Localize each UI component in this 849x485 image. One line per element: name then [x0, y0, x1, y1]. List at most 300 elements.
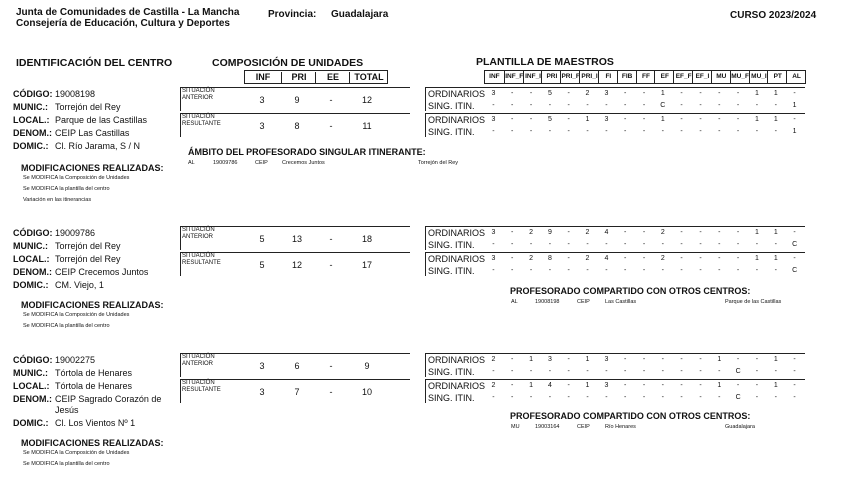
teacher-value: -: [755, 368, 759, 375]
teacher-value: -: [567, 128, 570, 135]
teacher-value: -: [718, 128, 721, 135]
unit-value-anterior: 3: [259, 95, 265, 105]
teacher-value: -: [624, 241, 627, 248]
teacher-value: -: [492, 102, 495, 109]
value-domic: CM. Viejo, 1: [55, 280, 104, 290]
value-denom: CEIP Las Castillas: [55, 128, 130, 138]
teacher-value: 1: [585, 382, 590, 389]
label-local: LOCAL.:: [13, 254, 50, 264]
teacher-col-header: AL: [786, 71, 806, 83]
teacher-value: -: [680, 241, 683, 248]
teacher-value: -: [755, 267, 759, 274]
unit-value-anterior: 12: [361, 95, 372, 105]
teacher-row-label: SING. ITIN.: [428, 240, 475, 250]
teacher-value: -: [793, 368, 796, 375]
unit-value-anterior: 6: [294, 361, 300, 371]
teacher-value: -: [624, 356, 627, 363]
provincia-value: Guadalajara: [331, 9, 389, 20]
modificaciones-title: MODIFICACIONES REALIZADAS:: [21, 300, 164, 310]
teacher-value: 1: [754, 90, 759, 97]
teacher-value: -: [548, 241, 552, 248]
unit-value-anterior: 3: [259, 361, 265, 371]
teacher-value: -: [755, 356, 759, 363]
value-denom-cont: Jesús: [55, 405, 79, 415]
value-munic: Tórtola de Henares: [55, 368, 133, 378]
teacher-value: -: [624, 229, 627, 236]
teacher-value: -: [511, 394, 514, 401]
bracket-line: [425, 353, 426, 377]
teacher-value: -: [605, 128, 608, 135]
value-domic: Cl. Los Vientos Nº 1: [55, 418, 136, 428]
situacion-anterior-label-2: ANTERIOR: [182, 234, 214, 240]
teacher-value: 2: [491, 382, 496, 389]
teacher-value: 3: [491, 229, 496, 236]
teacher-value: 3: [491, 255, 496, 262]
teacher-value: -: [586, 128, 589, 135]
unit-col-total: TOTAL: [349, 72, 388, 83]
value-munic: Torrejón del Rey: [55, 102, 121, 112]
teacher-value: -: [661, 267, 664, 274]
unit-value-anterior: -: [329, 234, 333, 244]
teacher-value: -: [567, 356, 570, 363]
unit-col-ee: EE: [315, 72, 350, 83]
bracket-line: [425, 226, 426, 250]
teacher-value: 9: [547, 229, 552, 236]
teacher-value: -: [736, 90, 740, 97]
teacher-value: -: [642, 267, 646, 274]
teacher-value: -: [642, 368, 646, 375]
teacher-value: -: [567, 102, 570, 109]
center-block: [0, 89, 849, 219]
compartido-title: PROFESORADO COMPARTIDO CON OTROS CENTROS:: [510, 411, 751, 421]
teacher-value: -: [511, 356, 514, 363]
teacher-value: -: [718, 90, 721, 97]
teacher-value: -: [642, 382, 646, 389]
teacher-value: 1: [773, 90, 778, 97]
title-identificacion: IDENTIFICACIÓN DEL CENTRO: [16, 57, 173, 69]
teacher-value: -: [548, 368, 552, 375]
label-codigo: CÓDIGO:: [13, 89, 53, 99]
situacion-anterior-label: SITUACIÓN: [182, 88, 215, 94]
teacher-value: -: [492, 394, 495, 401]
teacher-value: -: [736, 128, 740, 135]
modificacion-item: Se MODIFICA la Composición de Unidades: [23, 312, 130, 318]
teacher-value: -: [642, 90, 646, 97]
situacion-anterior-label: SITUACIÓN: [182, 354, 215, 360]
teacher-value: -: [624, 90, 627, 97]
teacher-value: 1: [754, 255, 759, 262]
teacher-value: -: [624, 382, 627, 389]
value-denom: CEIP Sagrado Corazón de: [55, 394, 162, 404]
teacher-value: -: [661, 128, 664, 135]
teacher-value: -: [567, 382, 570, 389]
teacher-value: C: [735, 394, 741, 401]
teacher-value: -: [736, 382, 740, 389]
label-domic: DOMIC.:: [13, 418, 49, 428]
unit-col-inf: INF: [255, 72, 271, 82]
unit-value-anterior: -: [329, 361, 333, 371]
teacher-value: 1: [585, 116, 590, 123]
modificacion-item: Se MODIFICA la Composición de Unidades: [23, 175, 130, 181]
situacion-anterior-label: SITUACIÓN: [182, 227, 215, 233]
teacher-value: 2: [529, 229, 534, 236]
teacher-col-header: EF: [654, 71, 674, 83]
teacher-value: -: [680, 102, 683, 109]
teacher-value: -: [511, 90, 514, 97]
bracket-line: [425, 252, 805, 253]
teacher-value: -: [755, 382, 759, 389]
label-munic: MUNIC.:: [13, 102, 48, 112]
teacher-value: -: [774, 102, 777, 109]
teacher-col-header: MU_I: [749, 71, 769, 83]
teacher-value: -: [699, 128, 702, 135]
teacher-value: 1: [529, 382, 534, 389]
teacher-value: -: [718, 229, 721, 236]
bracket-line: [180, 226, 181, 250]
modificacion-item: Variación en las itinerancias: [23, 197, 92, 203]
teacher-value: 1: [773, 356, 778, 363]
teacher-value: -: [736, 102, 740, 109]
teacher-value: -: [567, 116, 570, 123]
teacher-value: -: [755, 394, 759, 401]
bracket-line: [180, 353, 410, 354]
teacher-value: -: [642, 255, 646, 262]
teacher-row-label: ORDINARIOS: [428, 115, 486, 125]
teacher-value: -: [680, 394, 683, 401]
teacher-value: -: [492, 368, 495, 375]
teacher-value: 2: [585, 255, 590, 262]
teacher-value: -: [605, 241, 608, 248]
teacher-value: -: [567, 368, 570, 375]
value-munic: Torrejón del Rey: [55, 241, 121, 251]
teacher-value: -: [718, 255, 721, 262]
teacher-value: -: [605, 267, 608, 274]
teacher-value: -: [548, 128, 552, 135]
teacher-value: -: [774, 128, 777, 135]
label-denom: DENOM.:: [13, 394, 52, 404]
bracket-line: [180, 226, 410, 227]
label-denom: DENOM.:: [13, 267, 52, 277]
compartido-cell: MU: [511, 424, 520, 430]
teacher-value: 2: [585, 90, 590, 97]
teacher-value: 2: [660, 255, 665, 262]
teacher-value: -: [793, 356, 796, 363]
teacher-value: 3: [604, 382, 609, 389]
teacher-value: -: [567, 241, 570, 248]
curso-label: CURSO 2023/2024: [730, 10, 817, 21]
situacion-resultante-label: SITUACIÓN: [182, 253, 215, 259]
unit-value-anterior: 5: [259, 234, 265, 244]
bracket-line: [180, 252, 181, 276]
label-codigo: CÓDIGO:: [13, 355, 53, 365]
teacher-value: -: [699, 356, 702, 363]
compartido-cell: Las Castillas: [605, 299, 637, 305]
teacher-value: -: [736, 116, 740, 123]
teacher-value: -: [755, 241, 759, 248]
value-local: Parque de las Castillas: [55, 115, 148, 125]
teacher-value: -: [624, 116, 627, 123]
teacher-value: -: [642, 128, 646, 135]
value-codigo: 19009786: [55, 228, 96, 238]
teacher-value: 4: [547, 382, 552, 389]
teacher-row-label: ORDINARIOS: [428, 228, 486, 238]
teacher-value: -: [736, 255, 740, 262]
teacher-value: -: [586, 241, 589, 248]
teacher-value: -: [793, 90, 796, 97]
teacher-col-header: PRI_I: [579, 71, 599, 83]
teacher-value: -: [661, 382, 664, 389]
unit-value-resultante: 5: [259, 260, 265, 270]
teacher-col-header: FF: [636, 71, 656, 83]
teacher-col-header: INF_F: [504, 71, 524, 83]
teacher-value: -: [529, 368, 533, 375]
label-munic: MUNIC.:: [13, 241, 48, 251]
teacher-col-header: INF: [489, 73, 500, 80]
teacher-value: -: [755, 102, 759, 109]
teacher-value: -: [492, 241, 495, 248]
modificacion-item: Se MODIFICA la Composición de Unidades: [23, 450, 130, 456]
teacher-value: 1: [773, 229, 778, 236]
teacher-value: -: [718, 394, 721, 401]
bracket-line: [425, 379, 426, 403]
teacher-value: 3: [604, 356, 609, 363]
ambito-cell: Crecemos Juntos: [282, 160, 325, 166]
teacher-value: -: [624, 255, 627, 262]
header-department: Consejería de Educación, Cultura y Deportes: [16, 18, 230, 29]
unit-value-anterior: 13: [291, 234, 302, 244]
bracket-line: [180, 113, 181, 137]
teacher-value: -: [699, 255, 702, 262]
unit-value-resultante: 11: [362, 121, 372, 131]
teacher-value: -: [511, 368, 514, 375]
compartido-title: PROFESORADO COMPARTIDO CON OTROS CENTROS:: [510, 286, 751, 296]
bracket-line: [425, 87, 426, 111]
compartido-cell: Río Henares: [605, 424, 636, 430]
teacher-value: -: [793, 229, 796, 236]
teacher-value: 1: [792, 102, 797, 109]
teacher-value: -: [774, 241, 777, 248]
teacher-value: -: [718, 267, 721, 274]
bracket-line: [425, 113, 805, 114]
teacher-value: -: [642, 241, 646, 248]
teacher-value: -: [529, 102, 533, 109]
teacher-value: -: [605, 102, 608, 109]
teacher-value: -: [511, 255, 514, 262]
teacher-value: -: [736, 267, 740, 274]
teacher-value: -: [736, 229, 740, 236]
teacher-value: C: [792, 267, 798, 274]
unit-column-header: [244, 70, 388, 84]
teacher-value: 2: [585, 229, 590, 236]
bracket-line: [425, 379, 805, 380]
teacher-value: 1: [754, 229, 759, 236]
modificacion-item: Se MODIFICA la plantilla del centro: [23, 323, 110, 329]
teacher-value: -: [548, 394, 552, 401]
teacher-value: -: [661, 368, 664, 375]
teacher-value: -: [642, 229, 646, 236]
compartido-cell: 19008198: [535, 299, 560, 305]
header-organization: Junta de Comunidades de Castilla - La Mancha: [16, 7, 240, 18]
teacher-value: -: [718, 368, 721, 375]
teacher-col-header: MU_F: [730, 71, 750, 83]
label-codigo: CÓDIGO:: [13, 228, 53, 238]
value-codigo: 19002275: [55, 355, 96, 365]
teacher-col-header: PRI: [541, 71, 561, 83]
value-denom: CEIP Crecemos Juntos: [55, 267, 149, 277]
center-block: [0, 228, 849, 358]
teacher-value: -: [718, 116, 721, 123]
teacher-value: -: [548, 267, 552, 274]
teacher-value: -: [624, 102, 627, 109]
teacher-value: -: [492, 128, 495, 135]
teacher-value: 2: [529, 255, 534, 262]
center-block: [0, 355, 849, 485]
teacher-row-label: ORDINARIOS: [428, 381, 486, 391]
compartido-cell: Guadalajara: [725, 424, 755, 430]
teacher-value: C: [792, 241, 798, 248]
teacher-value: -: [624, 394, 627, 401]
teacher-row-label: SING. ITIN.: [428, 367, 475, 377]
teacher-value: 1: [585, 356, 590, 363]
teacher-value: 1: [660, 116, 665, 123]
ambito-cell: CEIP: [255, 160, 268, 166]
situacion-anterior-label-2: ANTERIOR: [182, 361, 214, 367]
teacher-value: -: [511, 128, 514, 135]
teacher-value: 5: [547, 90, 552, 97]
teacher-value: -: [586, 394, 589, 401]
teacher-value: 1: [773, 116, 778, 123]
label-domic: DOMIC.:: [13, 280, 49, 290]
teacher-col-header: PRI_F: [560, 71, 580, 83]
teacher-value: C: [660, 102, 666, 109]
bracket-line: [180, 379, 181, 403]
teacher-value: -: [718, 102, 721, 109]
teacher-value: -: [624, 267, 627, 274]
teacher-value: -: [680, 116, 683, 123]
teacher-value: -: [624, 368, 627, 375]
teacher-value: -: [718, 241, 721, 248]
teacher-value: 3: [491, 90, 496, 97]
ambito-cell: Torrejón del Rey: [418, 160, 459, 166]
modificaciones-title: MODIFICACIONES REALIZADAS:: [21, 163, 164, 173]
teacher-value: -: [586, 368, 589, 375]
teacher-value: -: [793, 382, 796, 389]
teacher-value: -: [774, 368, 777, 375]
unit-value-resultante: 17: [361, 260, 372, 270]
situacion-resultante-label-2: RESULTANTE: [182, 387, 221, 393]
teacher-value: -: [680, 356, 683, 363]
teacher-row-label: SING. ITIN.: [428, 393, 475, 403]
teacher-value: -: [586, 102, 589, 109]
teacher-row-label: ORDINARIOS: [428, 89, 486, 99]
teacher-value: 1: [773, 382, 778, 389]
provincia-label: Provincia:: [268, 9, 317, 20]
teacher-value: -: [511, 267, 514, 274]
teacher-value: -: [699, 267, 702, 274]
teacher-column-header: [484, 70, 806, 84]
teacher-value: -: [624, 128, 627, 135]
bracket-line: [425, 252, 426, 276]
situacion-resultante-label-2: RESULTANTE: [182, 260, 221, 266]
teacher-value: -: [661, 241, 664, 248]
teacher-value: -: [529, 241, 533, 248]
teacher-value: -: [567, 255, 570, 262]
teacher-value: -: [680, 90, 683, 97]
unit-col-pri: PRI: [281, 72, 316, 83]
teacher-value: -: [511, 116, 514, 123]
bracket-line: [180, 353, 181, 377]
teacher-value: -: [699, 368, 702, 375]
teacher-value: -: [492, 267, 495, 274]
teacher-value: -: [567, 267, 570, 274]
teacher-row-label: SING. ITIN.: [428, 127, 475, 137]
unit-value-anterior: 9: [294, 95, 300, 105]
teacher-row-label: SING. ITIN.: [428, 101, 475, 111]
teacher-value: 3: [491, 116, 496, 123]
teacher-value: -: [774, 267, 777, 274]
teacher-col-header: FI: [598, 71, 618, 83]
bracket-line: [425, 353, 805, 354]
teacher-value: -: [661, 394, 664, 401]
bracket-line: [180, 252, 410, 253]
situacion-anterior-label-2: ANTERIOR: [182, 95, 214, 101]
teacher-value: 3: [604, 90, 609, 97]
teacher-value: -: [774, 394, 777, 401]
teacher-value: -: [511, 229, 514, 236]
compartido-cell: 19003164: [535, 424, 560, 430]
value-domic: Cl. Río Jarama, S / N: [55, 141, 141, 151]
teacher-value: 1: [529, 356, 534, 363]
teacher-value: 3: [604, 116, 609, 123]
compartido-cell: CEIP: [577, 299, 590, 305]
teacher-value: -: [511, 102, 514, 109]
bracket-line: [425, 87, 805, 88]
teacher-value: -: [605, 368, 608, 375]
compartido-cell: Parque de las Castillas: [725, 299, 782, 305]
teacher-value: -: [605, 394, 608, 401]
teacher-value: -: [793, 255, 796, 262]
teacher-value: -: [736, 356, 740, 363]
modificacion-item: Se MODIFICA la plantilla del centro: [23, 461, 110, 467]
bracket-line: [180, 113, 410, 114]
teacher-value: -: [793, 116, 796, 123]
teacher-value: -: [529, 267, 533, 274]
teacher-row-label: SING. ITIN.: [428, 266, 475, 276]
teacher-value: 1: [773, 255, 778, 262]
ambito-cell: AL: [188, 160, 195, 166]
teacher-row-label: ORDINARIOS: [428, 254, 486, 264]
value-local: Tórtola de Henares: [55, 381, 133, 391]
title-plantilla: PLANTILLA DE MAESTROS: [476, 56, 614, 68]
teacher-value: -: [511, 241, 514, 248]
teacher-value: 1: [717, 356, 722, 363]
unit-value-anterior: 9: [364, 361, 370, 371]
compartido-cell: AL: [511, 299, 518, 305]
teacher-value: -: [567, 394, 570, 401]
compartido-cell: CEIP: [577, 424, 590, 430]
teacher-value: 1: [660, 90, 665, 97]
unit-value-resultante: -: [329, 387, 333, 397]
teacher-value: 4: [604, 255, 609, 262]
label-denom: DENOM.:: [13, 128, 52, 138]
teacher-value: -: [586, 267, 589, 274]
label-local: LOCAL.:: [13, 115, 50, 125]
teacher-value: -: [642, 394, 646, 401]
unit-value-resultante: 3: [259, 387, 265, 397]
label-munic: MUNIC.:: [13, 368, 48, 378]
unit-value-resultante: 7: [294, 387, 300, 397]
teacher-value: 5: [547, 116, 552, 123]
